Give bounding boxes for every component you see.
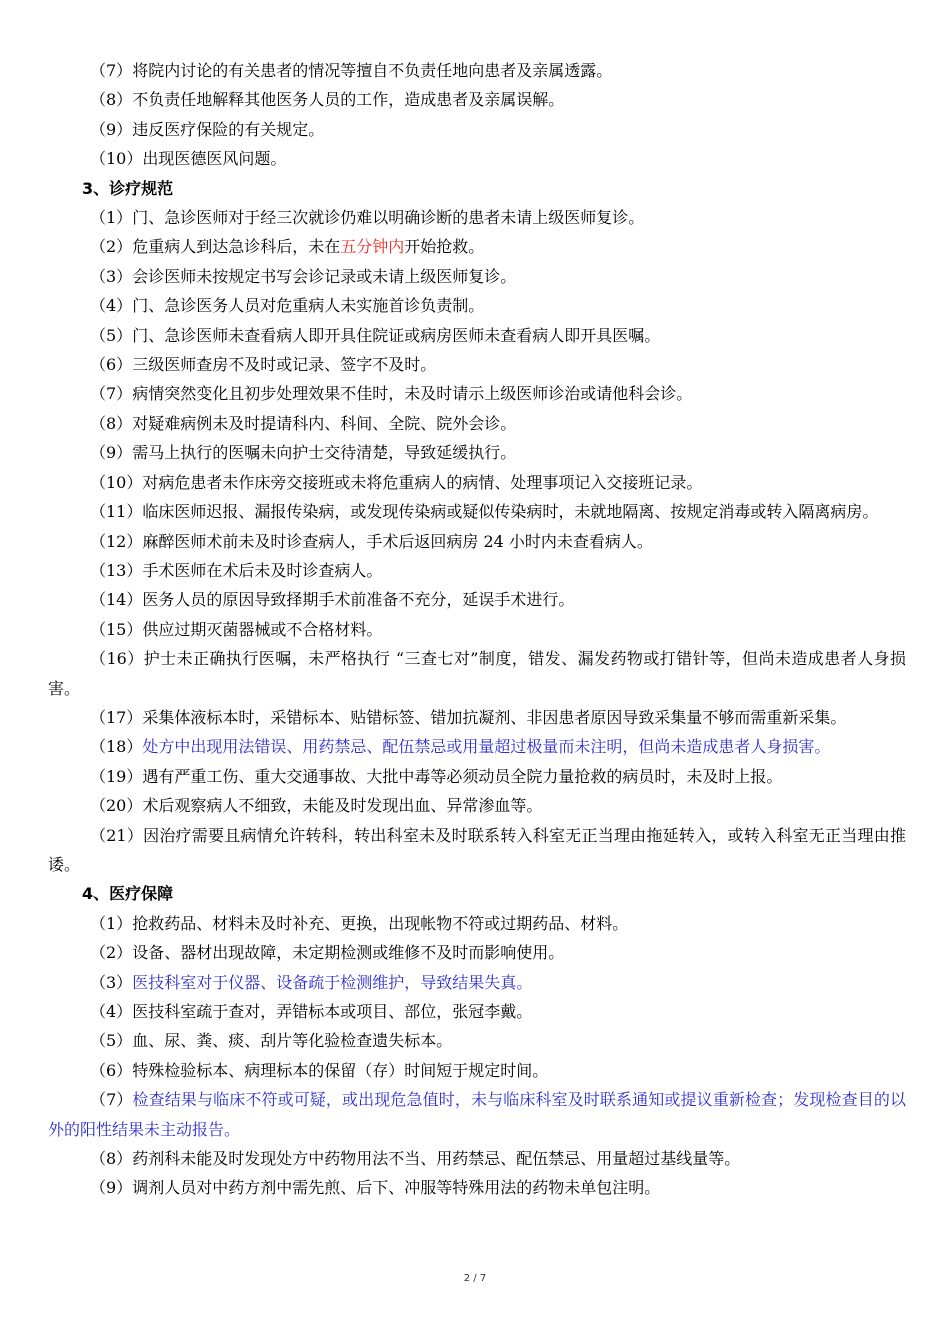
list-item: （4）医技科室疏于查对，弄错标本或项目、部位，张冠李戴。 [90, 1002, 533, 1021]
section-heading: 4、医疗保障 [82, 884, 174, 904]
list-item: （7）检查结果与临床不符或可疑，或出现危急值时，未与临床科室及时联系通知或提议重新检查；发现检查目的以外的阳性结果未主动报告。 [48, 1090, 906, 1139]
list-item: （8）不负责任地解释其他医务人员的工作，造成患者及亲属误解。 [90, 90, 565, 110]
list-item: （5）血、尿、粪、痰、刮片等化验检查遗失标本。 [90, 1031, 453, 1051]
list-item: （11）临床医师迟报、漏报传染病，或发现传染病或疑似传染病时，未就地隔离、按规定消毒或转入隔离病房。 [90, 502, 879, 522]
list-item: （13）手术医师在术后未及时诊查病人。 [90, 560, 383, 580]
highlighted-text: 检查结果与临床不符或可疑，或出现危急值时，未与临床科室及时联系通知或提议重新检查；发现检查目的以外的阳性结果未主动报告。 [48, 1090, 906, 1139]
list-item: （14）医务人员的原因导致择期手术前准备不充分，延误手术进行。 [90, 590, 575, 610]
list-item: （20）术后观察病人不细致，未能及时发现出血、异常渗血等。 [90, 796, 543, 816]
list-item: （6）三级医师查房不及时或记录、签字不及时。 [90, 355, 437, 375]
list-item: （8）对疑难病例未及时提请科内、科间、全院、院外会诊。 [90, 413, 517, 433]
highlighted-text: 处方中出现用法错误、用药禁忌、配伍禁忌或用量超过极量而未注明，但尚未造成患者人身损害。 [142, 737, 831, 757]
list-item: （1）门、急诊医师对于经三次就诊仍难以明确诊断的患者未请上级医师复诊。 [90, 208, 645, 228]
list-item: （1）抢救药品、材料未及时补充、更换，出现帐物不符或过期药品、材料。 [90, 913, 629, 933]
list-item: （21）因治疗需要且病情允许转科，转出科室未及时联系转入科室无正当理由拖延转入，或转入科室无正当理由推诿。 [48, 825, 906, 874]
list-item: （4）门、急诊医务人员对危重病人未实施首诊负责制。 [90, 296, 485, 316]
list-item: （5）门、急诊医师未查看病人即开具住院证或病房医师未查看病人即开具医嘱。 [90, 325, 661, 345]
list-item: （7）将院内讨论的有关患者的情况等擅自不负责任地向患者及亲属透露。 [90, 61, 613, 80]
list-item: （6）特殊检验标本、病理标本的保留（存）时间短于规定时间。 [90, 1060, 549, 1080]
list-item: （2）设备、器材出现故障，未定期检测或维修不及时而影响使用。 [90, 943, 565, 963]
list-item: （3）会诊医师未按规定书写会诊记录或未请上级医师复诊。 [90, 266, 517, 286]
list-item: （12）麻醉医师术前未及时诊查病人，手术后返回病房 24 小时内未查看病人。 [90, 531, 653, 551]
list-item: （8）药剂科未能及时发现处方中药物用法不当、用药禁忌、配伍禁忌、用量超过基线量等。 [90, 1149, 741, 1169]
list-item: （18）处方中出现用法错误、用药禁忌、配伍禁忌或用量超过极量而未注明，但尚未造成患者人身损害。 [90, 737, 831, 757]
list-item: （10）对病危患者未作床旁交接班或未将危重病人的病情、处理事项记入交接班记录。 [90, 472, 703, 492]
section-heading: 3、诊疗规范 [82, 178, 174, 198]
list-item: （10）出现医德医风问题。 [90, 149, 287, 169]
list-item: （9）调剂人员对中药方剂中需先煎、后下、冲服等特殊用法的药物未单包注明。 [90, 1178, 661, 1198]
list-item: （2）危重病人到达急诊科后，未在五分钟内开始抢救。 [90, 237, 485, 257]
list-item: （7）病情突然变化且初步处理效果不佳时，未及时请示上级医师诊治或请他科会诊。 [90, 384, 693, 404]
highlighted-text: 五分钟内 [340, 237, 405, 257]
document-body [48, 56, 906, 1203]
list-item: （17）采集体液标本时，采错标本、贴错标签、错加抗凝剂、非因患者原因导致采集量不够而需重新采集。 [90, 707, 847, 727]
list-item: （9）需马上执行的医嘱未向护士交待清楚，导致延缓执行。 [90, 443, 517, 463]
list-item: （9）违反医疗保险的有关规定。 [90, 119, 325, 139]
list-item: （16）护士未正确执行医嘱，未严格执行 “三查七对”制度，错发、漏发药物或打错针等，但尚未造成患者人身损害。 [48, 649, 906, 698]
page-number: 2 / 7 [463, 1273, 487, 1284]
list-item: （15）供应过期灭菌器械或不合格材料。 [90, 619, 383, 639]
list-item: （3）医技科室对于仪器、设备疏于检测维护，导致结果失真。 [90, 972, 533, 992]
list-item: （19）遇有严重工伤、重大交通事故、大批中毒等必须动员全院力量抢救的病员时，未及时上报。 [90, 766, 783, 786]
highlighted-text: 医技科室对于仪器、设备疏于检测维护，导致结果失真。 [132, 972, 533, 992]
